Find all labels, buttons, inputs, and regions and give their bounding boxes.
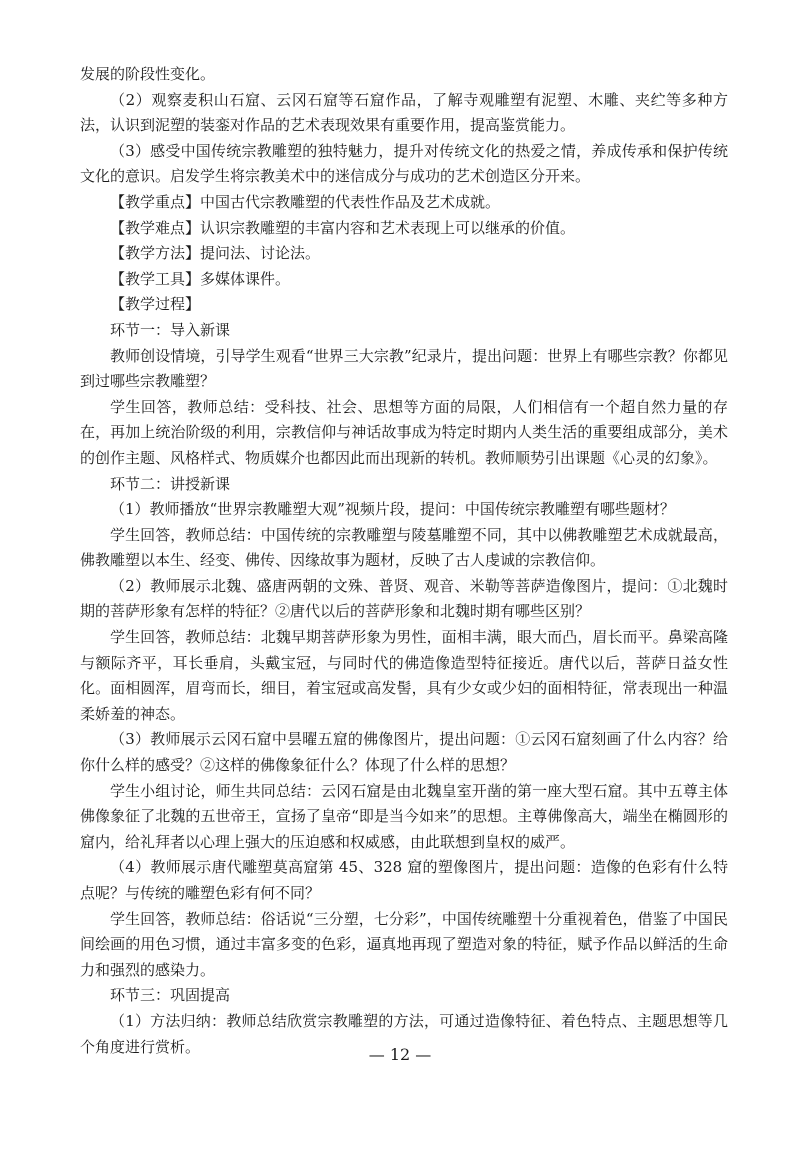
paragraph: （2）教师展示北魏、盛唐两朝的文殊、普贤、观音、米勒等菩萨造像图片，提问：①北魏时期的菩萨形象有怎样的特征？②唐代以后的菩萨形象和北魏时期有哪些区别？: [80, 576, 728, 621]
page-number: — 12 —: [368, 1045, 432, 1064]
teaching-process-heading: 【教学过程】: [110, 295, 201, 314]
teaching-method: 【教学方法】提问法、讨论法。: [110, 244, 321, 263]
paragraph: 学生回答，教师总结：北魏早期菩萨形象为男性，面相丰满，眼大而凸，眉长而平。鼻梁高隆与额际齐平，耳长垂肩，头戴宝冠，与同时代的佛造像造型特征接近。唐代以后，菩萨日益女性化。面相圆浑，眉弯而长，细目，着宝冠或高发髻，具有少女或少妇的面相特征，常表现出一种温柔娇羞的神态。: [80, 628, 728, 723]
paragraph: 学生小组讨论，师生共同总结：云冈石窟是由北魏皇室开凿的第一座大型石窟。其中五尊主体佛像象征了北魏的五世帝王，宣扬了皇帝“即是当今如来”的思想。主尊佛像高大，端坐在椭圆形的窟内，给礼拜者以心理上强大的压迫感和权威感，由此联想到皇权的威严。: [80, 781, 728, 851]
teaching-difficulty: 【教学难点】认识宗教雕塑的丰富内容和艺术表现上可以继承的价值。: [110, 218, 576, 237]
paragraph: 学生回答，教师总结：受科技、社会、思想等方面的局限，人们相信有一个超自然力量的存在，再加上统治阶级的利用，宗教信仰与神话故事成为特定时期内人类生活的重要组成部分，美术的创作主题、风格样式、物质媒介也都因此而出现新的转机。教师顺势引出课题《心灵的幻象》。: [80, 397, 728, 467]
paragraph: 发展的阶段性变化。: [80, 65, 216, 83]
section-heading-3: 环节三：巩固提高: [110, 986, 231, 1005]
paragraph: （1）方法归纳：教师总结欣赏宗教雕塑的方法，可通过造像特征、着色特点、主题思想等几个角度进行赏析。: [80, 1011, 728, 1056]
paragraph: （1）教师播放“世界宗教雕塑大观”视频片段，提问：中国传统宗教雕塑有哪些题材？: [110, 500, 675, 519]
objective-2: （2）观察麦积山石窟、云冈石窟等石窟作品，了解寺观雕塑有泥塑、木雕、夹纻等多种方法，认识到泥塑的装銮对作品的艺术表现效果有重要作用，提高鉴赏能力。: [80, 90, 728, 135]
objective-3: （3）感受中国传统宗教雕塑的独特魅力，提升对传统文化的热爱之情，养成传承和保护传统文化的意识。启发学生将宗教美术中的迷信成分与成功的艺术创造区分开来。: [80, 141, 728, 186]
section-heading-2: 环节二：讲授新课: [110, 474, 231, 493]
paragraph: （3）教师展示云冈石窟中昙曜五窟的佛像图片，提出问题：①云冈石窟刻画了什么内容？给你什么样的感受？②这样的佛像象征什么？体现了什么样的思想？: [80, 730, 728, 775]
paragraph: （4）教师展示唐代雕塑莫高窟第 45、328 窟的塑像图片，提出问题：造像的色彩有什么特点呢？与传统的雕塑色彩有何不同？: [80, 858, 728, 902]
teaching-tools: 【教学工具】多媒体课件。: [110, 269, 291, 288]
paragraph: 学生回答，教师总结：俗话说“三分塑，七分彩”，中国传统雕塑十分重视着色，借鉴了中国民间绘画的用色习惯，通过丰富多变的色彩，逼真地再现了塑造对象的特征，赋予作品以鲜活的生命力和强烈的感染力。: [80, 909, 728, 979]
paragraph: 教师创设情境，引导学生观看“世界三大宗教”纪录片，提出问题：世界上有哪些宗教？你都见到过哪些宗教雕塑？: [80, 346, 728, 391]
teaching-focus: 【教学重点】中国古代宗教雕塑的代表性作品及艺术成就。: [110, 192, 501, 211]
section-heading-1: 环节一：导入新课: [110, 320, 231, 339]
document-body: [80, 62, 728, 1060]
paragraph: 学生回答，教师总结：中国传统的宗教雕塑与陵墓雕塑不同，其中以佛教雕塑艺术成就最高，佛教雕塑以本生、经变、佛传、因缘故事为题材，反映了古人虔诚的宗教信仰。: [80, 525, 728, 570]
